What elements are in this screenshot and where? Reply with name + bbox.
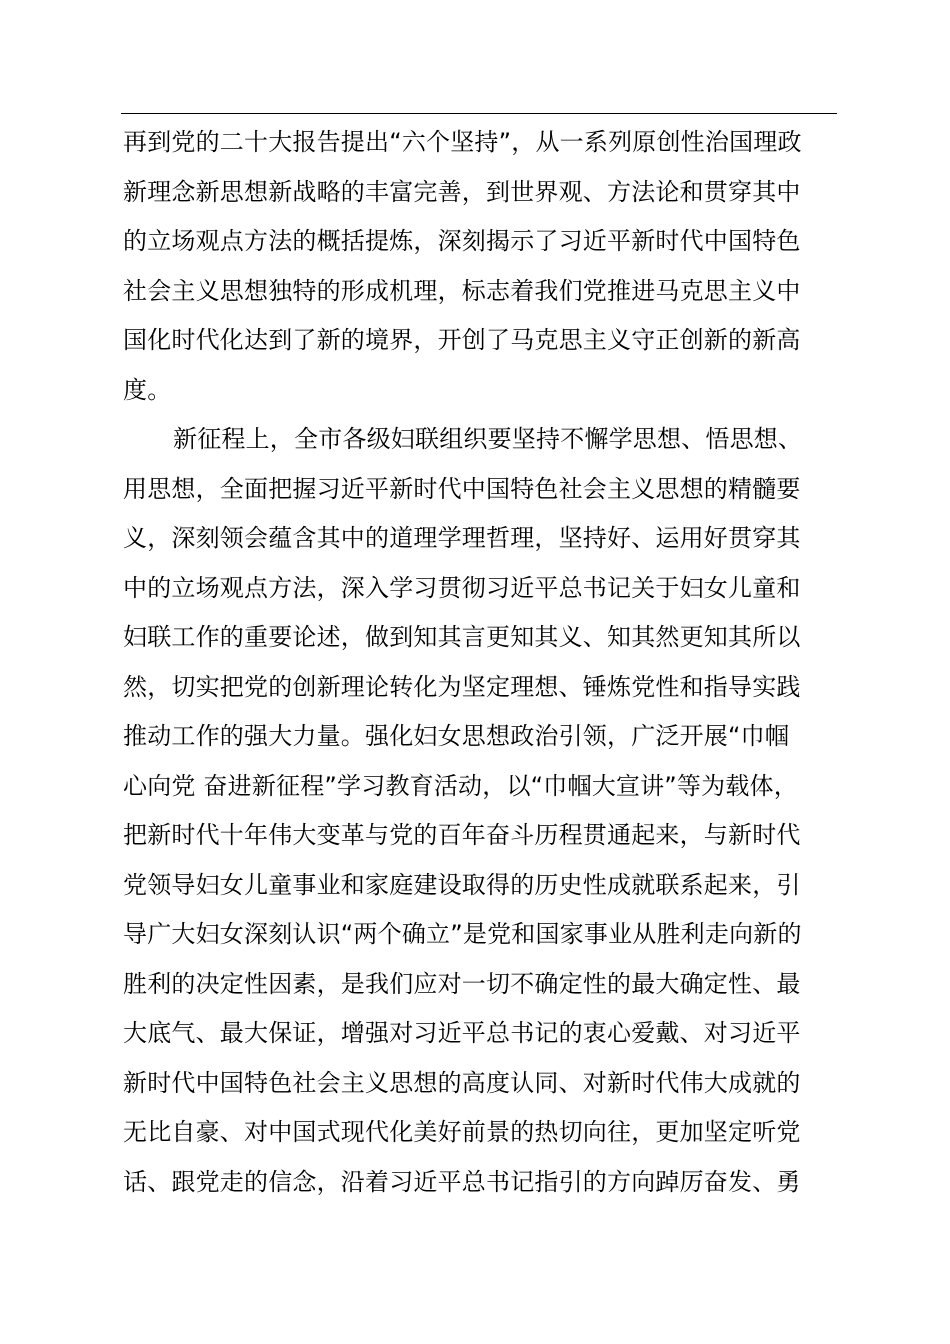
text-line: 社会主义思想独特的形成机理，标志着我们党推进马克思主义中 (123, 276, 801, 305)
text-line: 无比自豪、对中国式现代化美好前景的热切向往，更加坚定听党 (123, 1118, 801, 1146)
text-line: 妇联工作的重要论述，做到知其言更知其义、知其然更知其所以 (123, 623, 801, 651)
text-line: 度。 (123, 375, 172, 404)
paragraph-start-line: 新征程上，全市各级妇联组织要坚持不懈学思想、悟思想、 (173, 425, 803, 453)
text-line: 话、跟党走的信念，沿着习近平总书记指引的方向踔厉奋发、勇 (123, 1167, 801, 1196)
text-line: 的立场观点方法的概括提炼，深刻揭示了习近平新时代中国特色 (123, 227, 801, 255)
text-line: 新理念新思想新战略的丰富完善，到世界观、方法论和贯穿其中 (123, 177, 801, 206)
text-line: 中的立场观点方法，深入学习贯彻习近平总书记关于妇女儿童和 (123, 573, 801, 602)
text-line: 推动工作的强大力量。强化妇女思想政治引领，广泛开展“巾帼 (123, 722, 790, 750)
text-line: 导广大妇女深刻认识“两个确立”是党和国家事业从胜利走向新的 (123, 920, 802, 948)
text-line: 再到党的二十大报告提出“六个坚持”，从一系列原创性治国理政 (123, 128, 802, 156)
text-line: 心向党 奋进新征程”学习教育活动，以“巾帼大宣讲”等为载体， (123, 771, 798, 800)
text-line: 胜利的决定性因素，是我们应对一切不确定性的最大确定性、最 (123, 969, 801, 998)
text-line: 然，切实把党的创新理论转化为坚定理想、锤炼党性和指导实践 (123, 672, 801, 701)
text-line: 国化时代化达到了新的境界，开创了马克思主义守正创新的新高 (123, 326, 801, 354)
body-text (123, 118, 839, 1207)
header-rule (121, 113, 837, 114)
text-line: 党领导妇女儿童事业和家庭建设取得的历史性成就联系起来，引 (123, 870, 801, 899)
text-line: 新时代中国特色社会主义思想的高度认同、对新时代伟大成就的 (123, 1068, 801, 1097)
text-line: 把新时代十年伟大变革与党的百年奋斗历程贯通起来，与新时代 (123, 821, 801, 849)
text-line: 义，深刻领会蕴含其中的道理学理哲理，坚持好、运用好贯穿其 (123, 524, 801, 552)
text-line: 用思想，全面把握习近平新时代中国特色社会主义思想的精髓要 (123, 474, 801, 503)
text-line: 大底气、最大保证，增强对习近平总书记的衷心爱戴、对习近平 (123, 1019, 801, 1047)
